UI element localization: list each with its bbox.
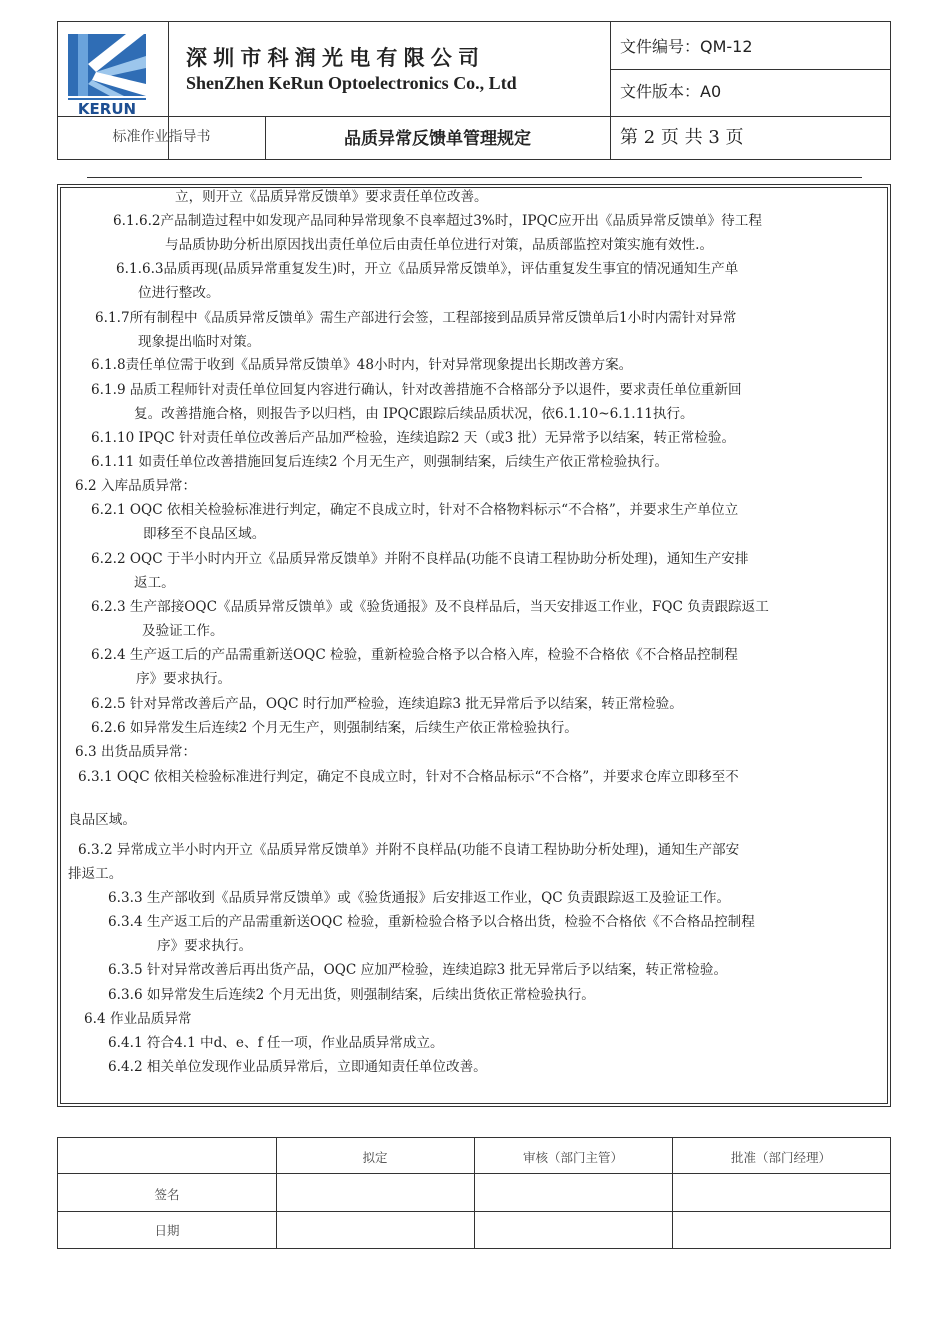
page-indicator: 第 2 页 共 3 页 — [620, 127, 744, 148]
body-text-line: 位进行整改。 — [138, 285, 220, 301]
body-text-line: 序》要求执行。 — [157, 938, 253, 954]
body-text-line: 排返工。 — [68, 866, 123, 882]
body-text-line: 6.1.6.2产品制造过程中如发现产品同种异常现象不良率超过3%时，IPQC应开出《品质异常反馈单》待工程 — [113, 213, 762, 229]
body-text-line: 6.2.5 针对异常改善后产品，OQC 时行加严检验，连续追踪3 批无异常后予以结案，转正常检验。 — [91, 696, 683, 712]
document-number: 文件编号：QM-12 — [620, 37, 753, 56]
document-title: 品质异常反馈单管理规定 — [344, 129, 531, 149]
header-rule — [87, 177, 862, 178]
header-divider — [610, 22, 611, 159]
document-header — [57, 21, 891, 160]
header-divider — [610, 116, 890, 117]
body-text-line: 6.1.9 品质工程师针对责任单位回复内容进行确认，针对改善措施不合格部分予以退件，要求责任单位重新回 — [91, 382, 742, 398]
body-text-line: 6.3.3 生产部收到《品质异常反馈单》或《验货通报》后安排返工作业，QC 负责跟踪返工及验证工作。 — [108, 890, 731, 906]
body-text-line: 现象提出临时对策。 — [138, 334, 261, 350]
body-text-line: 复。改善措施合格，则报告予以归档，由 IPQC跟踪后续品质状况，依6.1.10~6.1.11执行。 — [134, 406, 694, 422]
body-text-line: 6.3.5 针对异常改善后再出货产品，OQC 应加严检验，连续追踪3 批无异常后予以结案，转正常检验。 — [108, 962, 728, 978]
body-text-line: 6.4.1 符合4.1 中d、e、f 任一项，作业品质异常成立。 — [108, 1035, 444, 1051]
body-text-line: 6.2 入库品质异常： — [75, 478, 197, 494]
company-name-en: ShenZhen KeRun Optoelectronics Co., Ltd — [186, 73, 517, 93]
body-text-line: 6.2.1 OQC 依相关检验标准进行判定，确定不良成立时，针对不合格物料标示“不合格”，并要求生产单位立 — [91, 502, 739, 518]
body-text-line: 6.3.4 生产返工后的产品需重新送OQC 检验，重新检验合格予以合格出货，检验不合格依《不合格品控制程 — [108, 914, 755, 930]
header-divider — [610, 69, 890, 70]
document-version: 文件版本：A0 — [620, 82, 722, 101]
body-text-line: 6.1.11 如责任单位改善措施回复后连续2 个月无生产，则强制结案，后续生产依正常检验执行。 — [91, 454, 669, 470]
col-header-draft: 拟定 — [362, 1150, 388, 1165]
body-text-line: 6.1.6.3品质再现(品质异常重复发生)时，开立《品质异常反馈单》，评估重复发生事宜的情况通知生产单 — [116, 261, 739, 277]
company-name-cn: 深圳市科润光电有限公司 — [186, 46, 486, 70]
body-text-line: 6.4.2 相关单位发现作业品质异常后，立即通知责任单位改善。 — [108, 1059, 487, 1075]
table-divider — [58, 1173, 890, 1174]
col-header-review: 审核（部门主管） — [522, 1150, 623, 1165]
body-text-line: 6.1.7所有制程中《品质异常反馈单》需生产部进行会签，工程部接到品质异常反馈单后1小时内需针对异常 — [95, 310, 737, 326]
document-type: 标准作业指导书 — [112, 129, 211, 145]
body-text-line: 6.3.6 如异常发生后连续2 个月无出货，则强制结案，后续出货依正常检验执行。 — [108, 987, 595, 1003]
body-text-line: 返工。 — [134, 575, 175, 591]
body-text-line: 与品质协助分析出原因找出责任单位后由责任单位进行对策，品质部监控对策实施有效性.。 — [165, 237, 714, 253]
body-text-line: 6.1.8责任单位需于收到《品质异常反馈单》48小时内，针对异常现象提出长期改善方案。 — [91, 357, 633, 373]
body-text-line: 6.2.6 如异常发生后连续2 个月无生产，则强制结案，后续生产依正常检验执行。 — [91, 720, 578, 736]
body-text-line: 6.2.2 OQC 于半小时内开立《品质异常反馈单》并附不良样品(功能不良请工程协助分析处理)，通知生产安排 — [91, 551, 749, 567]
row-label-date: 日期 — [154, 1223, 180, 1238]
col-header-approve: 批准（部门经理） — [730, 1150, 831, 1165]
content-box — [57, 184, 891, 1107]
table-divider — [58, 1211, 890, 1212]
header-divider — [58, 116, 610, 117]
body-text-line: 6.1.10 IPQC 针对责任单位改善后产品加严检验，连续追踪2 天（或3 批）无异常予以结案，转正常检验。 — [91, 430, 736, 446]
company-logo — [66, 26, 150, 116]
body-text-line: 序》要求执行。 — [136, 671, 232, 687]
body-text-line: 6.4 作业品质异常 — [84, 1011, 192, 1027]
body-text-line: 6.2.3 生产部接OQC《品质异常反馈单》或《验货通报》及不良样品后，当天安排返工作业，FQC 负责跟踪返工 — [91, 599, 769, 615]
body-text-line: 及验证工作。 — [142, 623, 224, 639]
svg-text:KERUN: KERUN — [77, 100, 137, 116]
body-text-line: 良品区域。 — [68, 812, 136, 828]
body-text-line: 6.2.4 生产返工后的产品需重新送OQC 检验，重新检验合格予以合格入库，检验不合格依《不合格品控制程 — [91, 647, 738, 663]
body-text-line: 立，则开立《品质异常反馈单》要求责任单位改善。 — [175, 189, 488, 205]
signoff-table — [57, 1137, 891, 1249]
body-text-line: 6.3.1 OQC 依相关检验标准进行判定，确定不良成立时，针对不合格品标示“不合格”，并要求仓库立即移至不 — [78, 769, 739, 785]
body-text-line: 6.3 出货品质异常： — [75, 744, 197, 760]
body-text-line: 6.3.2 异常成立半小时内开立《品质异常反馈单》并附不良样品(功能不良请工程协助分析处理)，通知生产部安 — [78, 842, 740, 858]
body-text-line: 即移至不良品区域。 — [143, 526, 266, 542]
row-label-signature: 签名 — [154, 1187, 180, 1202]
